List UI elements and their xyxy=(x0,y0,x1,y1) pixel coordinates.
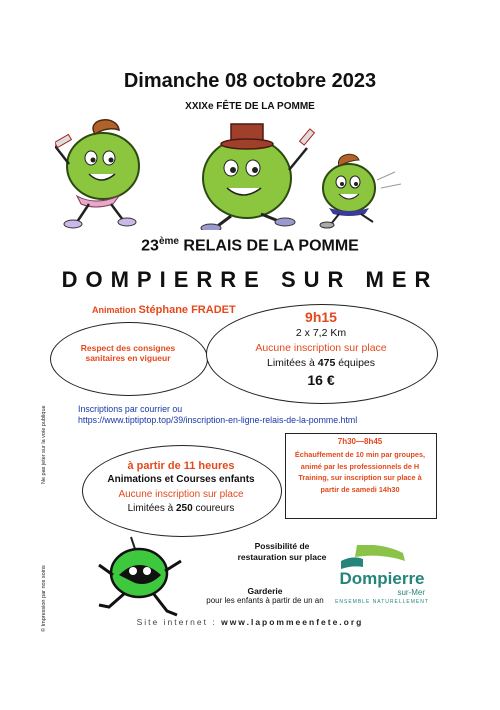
main-race-no-inscription: Aucune inscription sur place xyxy=(255,342,387,354)
relais-title xyxy=(0,236,500,255)
consignes-text: Respect des consignes sanitaires en vigueur xyxy=(80,343,176,363)
animation-name: Stéphane FRADET xyxy=(138,304,236,316)
logo-tagline: ENSEMBLE NATURELLEMENT xyxy=(335,599,429,605)
animation-label: Animation xyxy=(92,305,136,315)
garderie-title: Garderie xyxy=(247,586,283,596)
logo-sub: sur-Mer xyxy=(397,588,425,597)
side-note-litter-text: Ne pas jeter sur la voie publique xyxy=(41,405,47,484)
relais-number-suffix: ème xyxy=(158,236,179,247)
warmup-text: Échauffement de 10 min par groupes, animé par les professionnels de H Training, sur inscription sur place à partir de samedi 14h30 xyxy=(294,450,426,494)
main-race-distance: 2 x 7,2 Km xyxy=(295,327,347,339)
apple-runner-middle-icon xyxy=(201,124,314,230)
garderie-note xyxy=(170,586,360,606)
main-race-limit xyxy=(206,357,436,369)
logo-word: Dompierre xyxy=(339,569,425,588)
footer-label: Site internet : xyxy=(136,617,217,627)
apple-runner-left-icon xyxy=(55,120,139,228)
main-limit-suffix: équipes xyxy=(338,357,375,369)
footer-site xyxy=(0,617,500,627)
side-note-litter xyxy=(41,398,51,490)
town-title: DOMPIERRE SUR MER xyxy=(61,267,439,292)
main-race-time: 9h15 xyxy=(305,309,337,325)
kids-limit-suffix: coureurs xyxy=(195,503,235,514)
running-apples-illustration xyxy=(55,118,415,230)
fete-title: XXIXe FÊTE DE LA POMME xyxy=(185,101,315,112)
relais-name: RELAIS DE LA POMME xyxy=(183,237,359,255)
inscriptions-line: Inscriptions par courrier ou xyxy=(78,404,183,414)
main-race-price: 16 € xyxy=(307,372,335,388)
relais-number: 23 xyxy=(141,237,159,255)
inscriptions-link[interactable]: https://www.tiptiptop.top/39/inscription-en-ligne-relais-de-la-pomme.html xyxy=(78,415,358,425)
kids-limit xyxy=(82,503,280,514)
kids-start-time: à partir de 11 heures xyxy=(127,460,235,472)
running-apple-mascot-icon xyxy=(95,535,195,623)
kids-title: Animations et Courses enfants xyxy=(107,474,255,485)
footer-url[interactable]: www.lapommeenfete.org xyxy=(221,617,364,627)
inscriptions-block xyxy=(78,404,418,426)
kids-limit-value: 250 xyxy=(175,503,193,514)
main-limit-value: 475 xyxy=(317,357,336,369)
warmup-time: 7h30—8h45 xyxy=(337,437,383,446)
kids-no-inscription: Aucune inscription sur place xyxy=(118,489,244,500)
apple-runner-right-icon xyxy=(320,154,401,228)
restauration-note: Possibilité de restauration sur place xyxy=(237,541,327,562)
kids-limit-prefix: Limitées à xyxy=(127,503,174,514)
side-note-print-text: © Impression par nos soins xyxy=(41,565,47,632)
event-date: Dimanche 08 octobre 2023 xyxy=(123,70,377,92)
main-limit-prefix: Limitées à xyxy=(266,357,315,369)
garderie-text: pour les enfants à partir de un an xyxy=(206,596,324,605)
